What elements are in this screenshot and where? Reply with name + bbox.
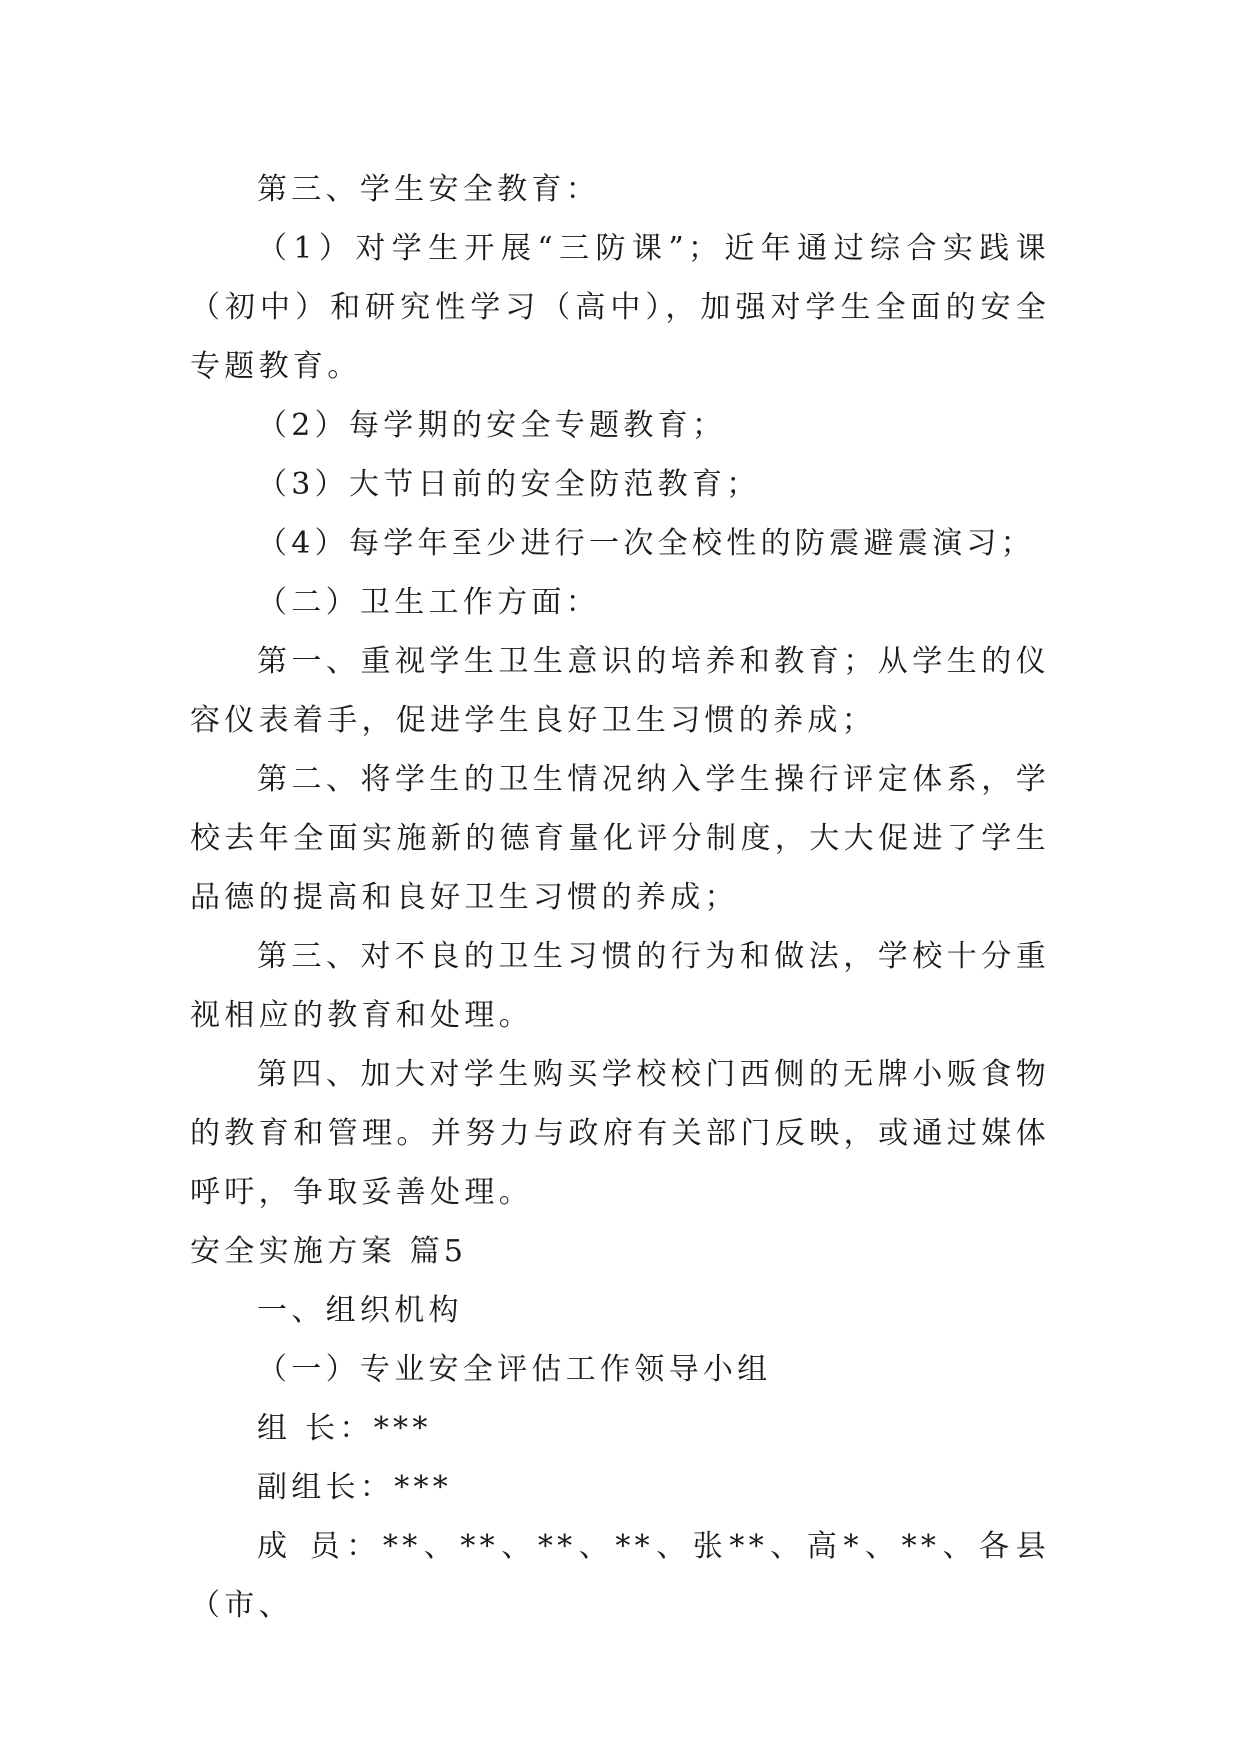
paragraph-deputy-leader: 副组长：*** — [257, 1470, 453, 1505]
paragraph-hygiene-first: 第一、重视学生卫生意识的培养和教育；从学生的仪容仪表着手，促进学生良好卫生习惯的养成； — [190, 644, 1050, 738]
paragraph-group-leader: 组 长：*** — [257, 1411, 432, 1446]
paragraph-hygiene-third: 第三、对不良的卫生习惯的行为和做法，学校十分重视相应的教育和处理。 — [190, 939, 1050, 1033]
paragraph-hygiene-fourth: 第四、加大对学生购买学校校门西侧的无牌小贩食物的教育和管理。并努力与政府有关部门反映，或通过媒体呼吁，争取妥善处理。 — [190, 1057, 1050, 1210]
paragraph-hygiene-heading: （二）卫生工作方面： — [257, 585, 600, 620]
paragraph-semester-safety: （2）每学期的安全专题教育； — [257, 408, 727, 443]
paragraph-leading-group: （一）专业安全评估工作领导小组 — [257, 1352, 772, 1387]
paragraph-student-safety-heading: 第三、学生安全教育： — [257, 172, 600, 207]
section-title: 安全实施方案 篇5 — [190, 1234, 468, 1269]
paragraph-three-prevention-course: （1）对学生开展“三防课”；近年通过综合实践课（初中）和研究性学习（高中），加强对学生全面的安全专题教育。 — [190, 231, 1050, 384]
document-body — [190, 160, 1050, 1635]
paragraph-earthquake-drill: （4）每学年至少进行一次全校性的防震避震演习； — [257, 526, 1035, 561]
paragraph-organization-heading: 一、组织机构 — [257, 1293, 463, 1328]
paragraph-holiday-safety: （3）大节日前的安全防范教育； — [257, 467, 761, 502]
paragraph-hygiene-second: 第二、将学生的卫生情况纳入学生操行评定体系，学校去年全面实施新的德育量化评分制度，大大促进了学生品德的提高和良好卫生习惯的养成； — [190, 762, 1050, 915]
paragraph-members: 成 员：**、**、**、**、张**、高*、**、各县（市、 — [190, 1529, 1050, 1623]
